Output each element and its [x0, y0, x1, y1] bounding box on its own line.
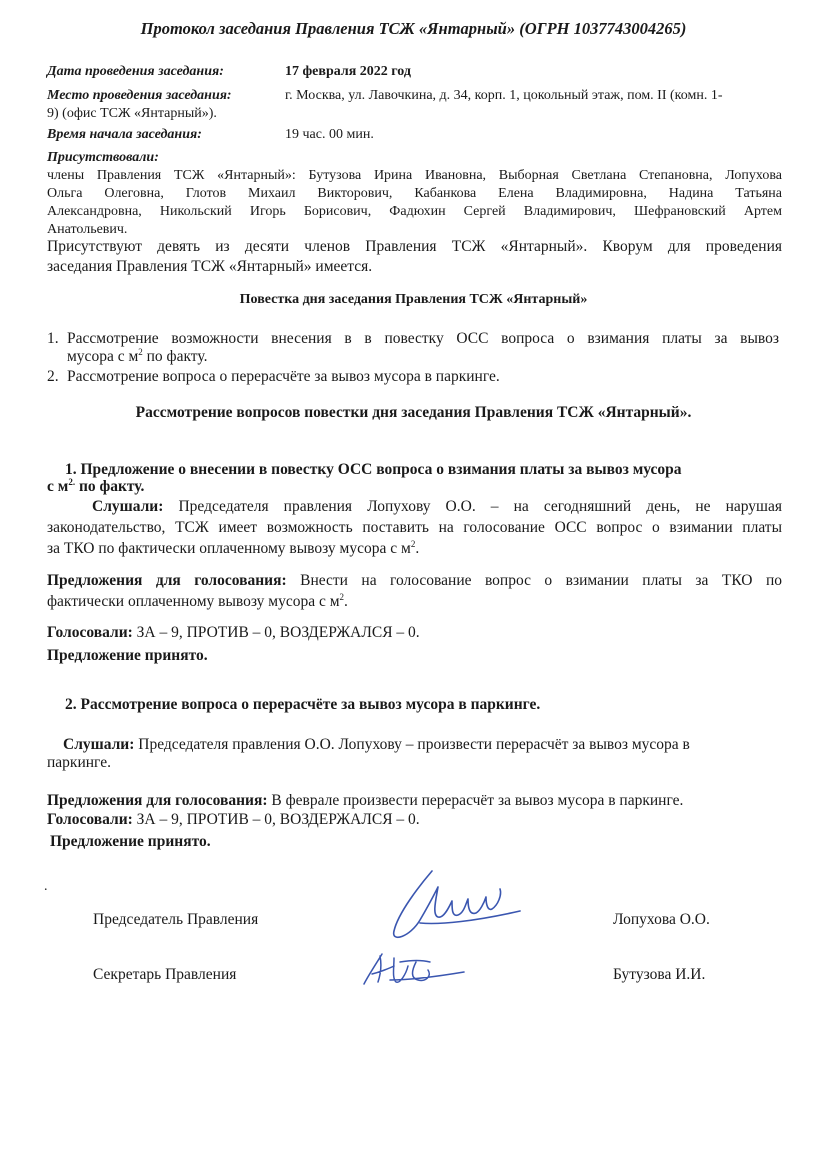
q1-proposal-label: Предложения для голосования:: [47, 572, 287, 589]
stray-dot: .: [44, 879, 48, 894]
q1-result: Предложение принято.: [47, 647, 208, 664]
time-value: 19 час. 00 мин.: [285, 127, 374, 142]
q2-heading: 2. Рассмотрение вопроса о перерасчёте за вывоз мусора в паркинге.: [65, 696, 541, 713]
q1-voted-label: Голосовали:: [47, 624, 133, 641]
agenda-item1-line2: мусора с $м^2$ по факту.: [67, 346, 208, 365]
q2-result: Предложение принято.: [50, 833, 211, 850]
q1-voted: Голосовали: ЗА – 9, ПРОТИВ – 0, ВОЗДЕРЖАЛСЯ – 0.: [47, 624, 420, 641]
q1-proposal-line1: Предложения для голосования: Внести на голосование вопрос о взимании платы за ТКО по: [47, 572, 782, 589]
attendance-line2: Ольга Олеговна, Глотов Михаил Викторович, Кабанкова Елена Владимировна, Надина Татьяна: [47, 186, 782, 201]
q2-listened-line2: паркинге.: [47, 754, 111, 771]
agenda-item2-number: 2.: [47, 368, 59, 385]
secretary-title: Секретарь Правления: [93, 966, 237, 983]
date-value: 17 февраля 2022 год: [285, 64, 411, 79]
q2-voted-label: Голосовали:: [47, 811, 133, 828]
agenda-item1-line1: Рассмотрение возможности внесения в в повестку ОСС вопроса о взимания платы за вывоз: [67, 330, 779, 347]
attendance-label: Присутствовали:: [47, 150, 159, 165]
place-label: Место проведения заседания:: [47, 88, 232, 103]
secretary-name: Бутузова И.И.: [613, 966, 706, 983]
q2-listened-line1: Слушали: Председателя правления О.О. Лопухову – произвести перерасчёт за вывоз мусора в: [63, 736, 690, 753]
q2-listened-label: Слушали:: [63, 736, 135, 753]
quorum-line1: Присутствуют девять из десяти членов Правления ТСЖ «Янтарный». Кворум для проведения: [47, 238, 782, 255]
review-heading: Рассмотрение вопросов повестки дня заседания Правления ТСЖ «Янтарный».: [135, 404, 692, 421]
chair-signature-image: [380, 865, 540, 945]
place-value-line1: г. Москва, ул. Лавочкина, д. 34, корп. 1, цокольный этаж, пом. II (комн. 1-: [285, 88, 723, 103]
q1-listened-line3: за ТКО по фактически оплаченному вывозу мусора с $м^2$.: [47, 538, 420, 557]
attendance-line3: Александровна, Никольский Игорь Борисович, Фадюхин Сергей Владимирович, Шефрановский Артем: [47, 204, 782, 219]
time-label: Время начала заседания:: [47, 127, 202, 142]
q2-proposal-label: Предложения для голосования:: [47, 792, 268, 809]
chair-title: Председатель Правления: [93, 911, 259, 928]
q1-proposal-line2: фактически оплаченному вывозу мусора с $м^2$.: [47, 591, 348, 610]
date-label: Дата проведения заседания:: [47, 64, 224, 79]
place-value-line2: 9) (офис ТСЖ «Янтарный»).: [47, 106, 217, 121]
agenda-heading: Повестка дня заседания Правления ТСЖ «Янтарный»: [239, 292, 588, 307]
agenda-item1-number: 1.: [47, 330, 59, 347]
quorum-line2: заседания Правления ТСЖ «Янтарный» имеется.: [47, 258, 373, 275]
q1-listened-line1: Слушали: Председателя правления Лопухову О.О. – на сегодняшний день, не нарушая: [92, 498, 782, 515]
q1-listened-line2: законодательство, ТСЖ имеет возможность поставить на голосование ОСС вопрос о взимании платы: [47, 519, 782, 536]
secretary-signature-image: [360, 946, 470, 991]
document-title: Протокол заседания Правления ТСЖ «Янтарный» (ОГРН 1037743004265): [140, 19, 687, 38]
q1-listened-label: Слушали:: [92, 498, 164, 515]
q2-voted: Голосовали: ЗА – 9, ПРОТИВ – 0, ВОЗДЕРЖАЛСЯ – 0.: [47, 811, 420, 828]
chair-name: Лопухова О.О.: [613, 911, 710, 928]
q1-heading-line2: с $м^{2.}$ по факту.: [47, 476, 145, 495]
q2-proposal: Предложения для голосования: В феврале произвести перерасчёт за вывоз мусора в паркинге.: [47, 792, 684, 809]
attendance-line4: Анатольевич.: [47, 222, 128, 237]
q1-heading-line1: 1. Предложение о внесении в повестку ОСС вопроса о взимания платы за вывоз мусора: [65, 461, 682, 478]
agenda-item2-text: Рассмотрение вопроса о перерасчёте за вывоз мусора в паркинге.: [67, 368, 500, 385]
attendance-line1: члены Правления ТСЖ «Янтарный»: Бутузова Ирина Ивановна, Выборная Светлана Степановна, Лопухова: [47, 168, 782, 183]
